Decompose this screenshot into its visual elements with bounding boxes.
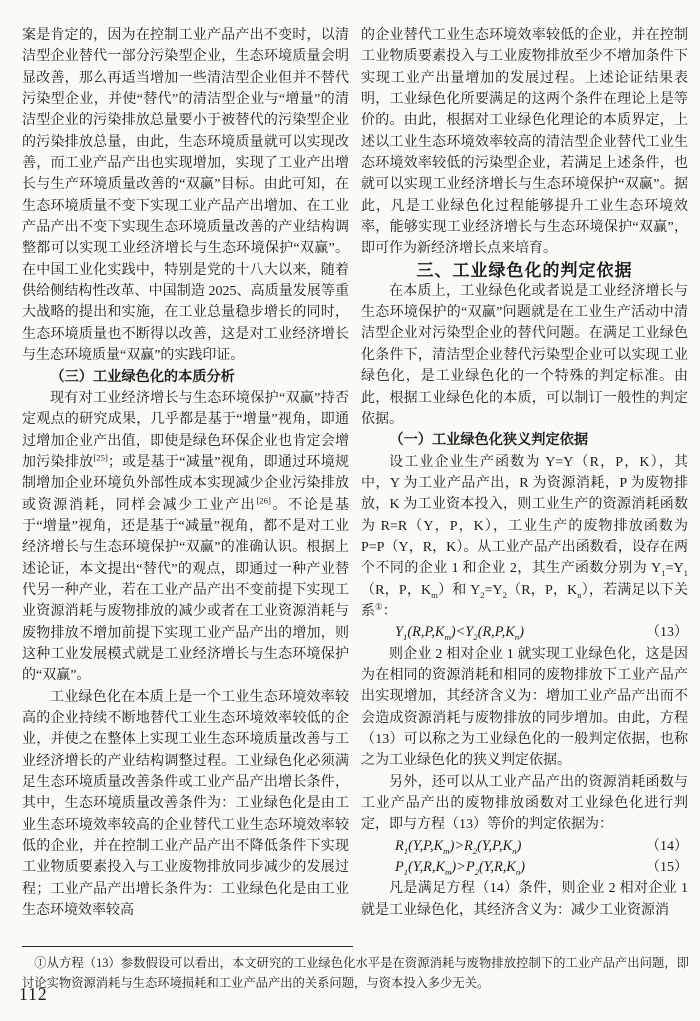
section-heading: 三、工业绿色化的判定依据	[416, 260, 633, 280]
paragraph: 的企业替代工业生态环境效率较低的企业，并在控制工业物质要素投入与工业废物排放至少不增加条件下实现工业产出量增加的发展过程。上述论证结果表明，工业绿色化所要满足的这两个条件在理论上是等价的。由此，根据对工业绿色化理论的本质界定，上述以工业生态环境效率较高的清洁型企业替代工业生态环境效率较低的污染型企业，若满足上述条件，也就可以实现工业经济增长与生态环境保护“双赢”。据此，凡是工业绿色化过程能够提升工业生态环境效率，能够实现工业经济增长与生态环境保护“双赢”，即可作为新经济增长点来培育。	[361, 28, 688, 257]
footnote-divider	[22, 946, 353, 947]
equation-number: （14）	[646, 838, 688, 854]
equation-expression: $Y_1(R,P,K_m)<Y_2(R,P,K_n)$	[395, 624, 524, 643]
equation-expression: $P_1(Y,R,K_m)>P_2(Y,R,K_n)$	[395, 859, 526, 877]
right-column	[361, 25, 688, 921]
subsection-heading: （三）工业绿色化的本质分析	[50, 368, 235, 385]
paragraph: 工业绿色化在本质上是一个工业生态环境效率较高的企业持续不断地替代工业生态环境效率较低的企业，并使之在整体上实现工业生态环境质量改善与工业经济增长的产业结构调整过程。工业绿色化必须满足生态环境质量改善条件或工业产品产出增长条件，其中，生态环境质量改善条件为：工业绿色化是由工业生态环境效率较高的企业替代工业生态环境效率较低的企业，并在控制工业产品产出不降低条件下实现工业物质要素投入与工业废物排放同步减少的发展过程；工业产品产出增长条件为：工业绿色化是由工业生态环境效率较高	[22, 689, 349, 919]
page-number: 112	[19, 984, 48, 1004]
subsection-heading: （一）工业绿色化狭义判定依据	[389, 432, 589, 449]
paragraph: 则企业 2 相对企业 1 就实现工业绿色化，这是因为在相同的资源消耗和相同的废物排放下工业产品产出实现增加，其经济含义为：增加工业产品产出而不会造成资源消耗与废物排放的同步增加。由此，方程（13）可以称之为工业绿色化的一般判定依据，也称之为工业绿色化的狭义判定依据。	[361, 646, 688, 769]
equation-number: （15）	[646, 860, 688, 876]
equation-15	[361, 857, 688, 878]
left-column	[22, 25, 349, 921]
footnote-text: ①从方程（13）参数假设可以看出，本文研究的工业绿色化水平是在资源消耗与废物排放控制下的工业产品产出问题，即讨论实物资源消耗与生态环境损耗和工业产品产出的关系问题，与资本投入多少无关。	[22, 956, 689, 990]
paragraph: 在本质上，工业绿色化或者说是工业经济增长与生态环境保护的“双赢”问题就是在工业生产活动中清洁型企业对污染型企业的替代问题。在满足工业绿色化条件下，清洁型企业替代污染型企业可以实现工业绿色化，是工业绿色化的一个特殊的判定标准。由此，根据工业绿色化的本质，可以制订一般性的判定依据。	[361, 283, 688, 427]
equation-expression: $R_1(Y,P,K_m)>R_2(Y,P,K_n)$	[395, 837, 522, 856]
paragraph: 现有对工业经济增长与生态环境保护“双赢”持否定观点的研究成果，几乎都是基于“增量”视角，即通过增加企业产出值，即使是绿色环保企业也肯定会增加污染排放[25]；或是基于“减量”视角，即通过环境规制增加企业环境负外部性成本实现减少企业污染排放或资源消耗，同样会减少工业产出[26]。不论是基于“增量”视角，还是基于“减量”视角，都不是对工业经济增长与生态环境保护“双赢”的准确认识。根据上述论证，本文提出“替代”的观点，即通过一种产业替代另一种产业，若在工业产品产出不变前提下实现工业资源消耗与废物排放的减少或者在工业资源消耗与废物排放不增加前提下实现工业产品产出的增加，则这种工业发展模式就是工业经济增长与生态环境保护的“双赢”。	[22, 390, 350, 684]
paragraph: 案是肯定的，因为在控制工业产品产出不变时，以清洁型企业替代一部分污染型企业，生态环境质量会明显改善，那么再适当增加一些清洁型企业但并不替代污染型企业，并使“替代”的清洁型企业与“增量”的清洁型企业的污染排放总量要小于被替代的污染型企业的污染排放总量，由此，生态环境质量就可以实现改善，而工业产品产出也实现增加，实现了工业产出增长与生产环境质量改善的“双赢”目标。由此可知，在生态环境质量不变下实现工业产品产出增加、在工业产品产出不变下实现生态环境质量改善的产业结构调整都可以实现工业经济增长与生态环境保护“双赢”。在中国工业化实践中，特别是党的十八大以来，随着供给侧结构性改革、中国制造 2025、高质量发展等重大战略的提出和实施，在工业总量稳步增长的同时，生态环境质量也不断得以改善，这是对工业经济增长与生态环境质量“双赢”的实践印证。	[22, 28, 349, 364]
equation-number: （13）	[646, 625, 688, 641]
paragraph: 设工业企业生产函数为 Y=Y（R，P，K），其中，Y 为工业产品产出，R 为资源消耗，P 为废物排放，K 为工业资本投入，则工业生产的资源消耗函数为 R=R（Y，P，K），工业生产的废物排放函数为 P=P（Y，R，K）。从工业产品产出函数看，设存在两个不同的企业 1 和企业 2，其生产函数分别为 $Y_1=Y_1(R$，P，$K_m$）和 $Y_2=Y_2(R$，P，$K_n$），若满足以下关系①：	[361, 454, 689, 619]
equation-14	[361, 836, 688, 857]
paragraph: 凡是满足方程（14）条件，则企业 2 相对企业 1 就是工业绿色化，其经济含义为：减少工业资源消	[361, 881, 688, 918]
two-column-body	[22, 25, 689, 921]
paragraph: 另外，还可以从工业产品产出的资源消耗函数与工业产品产出的废物排放函数对工业绿色化进行判定，即与方程（13）等价的判定依据为：	[361, 774, 688, 833]
equation-13	[361, 622, 688, 643]
footnote-area	[22, 946, 689, 993]
